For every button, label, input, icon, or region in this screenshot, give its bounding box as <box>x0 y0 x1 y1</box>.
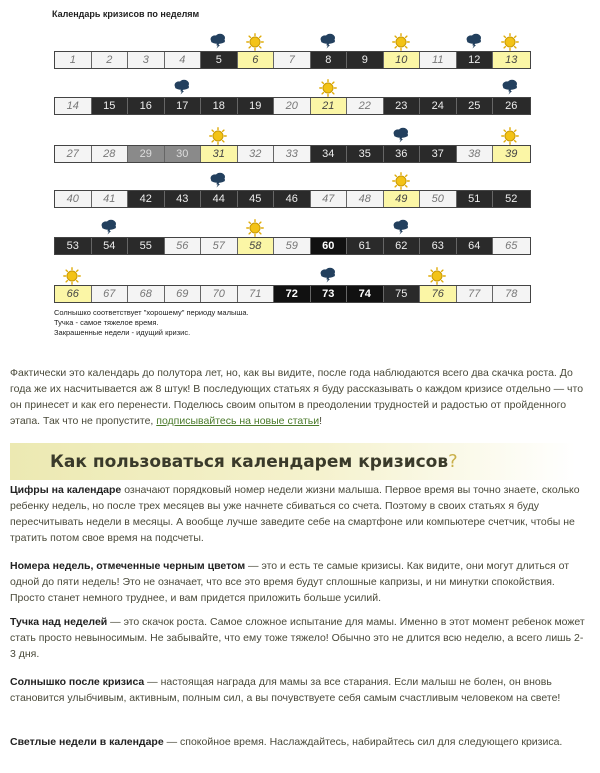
week-cell-7: 7 <box>274 52 311 68</box>
week-cell-28: 28 <box>92 146 129 162</box>
week-cell-26: 26 <box>493 98 530 114</box>
week-cell-3: 3 <box>128 52 165 68</box>
week-cell-29: 29 <box>128 146 165 162</box>
week-cell-13: 13 <box>493 52 530 68</box>
week-cell-58: 58 <box>238 238 275 254</box>
week-cell-48: 48 <box>347 191 384 207</box>
sun-icon <box>319 79 335 93</box>
week-cell-21: 21 <box>311 98 348 114</box>
week-cell-37: 37 <box>420 146 457 162</box>
storm-cloud-icon <box>465 33 481 47</box>
week-cell-2: 2 <box>92 52 129 68</box>
week-cell-41: 41 <box>92 191 129 207</box>
intro-paragraph <box>10 365 586 429</box>
storm-cloud-icon <box>100 219 116 233</box>
week-cell-49: 49 <box>384 191 421 207</box>
week-cell-8: 8 <box>311 52 348 68</box>
week-cell-39: 39 <box>493 146 530 162</box>
paragraph-black-weeks <box>10 558 586 606</box>
week-cell-57: 57 <box>201 238 238 254</box>
sun-icon <box>392 33 408 47</box>
question-mark: ? <box>448 451 458 472</box>
paragraph-numbers <box>10 482 586 546</box>
week-cell-61: 61 <box>347 238 384 254</box>
week-cell-24: 24 <box>420 98 457 114</box>
paragraph-cloud-bold: Тучка над неделей <box>10 616 108 628</box>
week-cell-35: 35 <box>347 146 384 162</box>
calendar-row <box>54 237 531 255</box>
paragraph-numbers-bold: Цифры на календаре <box>10 484 122 496</box>
calendar-row <box>54 190 531 208</box>
week-cell-47: 47 <box>311 191 348 207</box>
week-cell-4: 4 <box>165 52 202 68</box>
storm-cloud-icon <box>209 33 225 47</box>
calendar-row <box>54 285 531 303</box>
week-cell-9: 9 <box>347 52 384 68</box>
storm-cloud-icon <box>392 127 408 141</box>
week-cell-75: 75 <box>384 286 421 302</box>
week-cell-16: 16 <box>128 98 165 114</box>
paragraph-numbers-text: означают порядковый номер недели жизни малыша. Первое время вы точно знаете, сколько ребенку недель, но после трех месяцев вы уже начнете сбиваться со счета. Поэтому в своих статьях я буду пересчитывать недели в месяцы. А вообще лучше заведите себе на смартфоне или компьютере счетчик, чтобы не тратить потом свое время на подсчеты. <box>10 484 580 544</box>
week-cell-46: 46 <box>274 191 311 207</box>
paragraph-black-weeks-text: — это и есть те самые кризисы. Как видите, они могут длиться от одной до пяти недель! Это не означает, что все это время будут сплошные капризы, и ни минутки спокойствия. Просто станет немного труднее, и вам придется приложить больше усилий. <box>10 560 570 604</box>
calendar-row <box>54 97 531 115</box>
week-cell-73: 73 <box>311 286 348 302</box>
week-cell-69: 69 <box>165 286 202 302</box>
paragraph-cloud <box>10 614 586 662</box>
subscribe-link[interactable]: подписывайтесь на новые статьи <box>156 415 320 427</box>
week-cell-50: 50 <box>420 191 457 207</box>
week-cell-31: 31 <box>201 146 238 162</box>
week-cell-34: 34 <box>311 146 348 162</box>
storm-cloud-icon <box>392 219 408 233</box>
week-cell-18: 18 <box>201 98 238 114</box>
week-cell-77: 77 <box>457 286 494 302</box>
calendar-legend <box>54 308 249 338</box>
sun-icon <box>63 267 79 281</box>
week-cell-66: 66 <box>55 286 92 302</box>
calendar-row <box>54 145 531 163</box>
week-cell-38: 38 <box>457 146 494 162</box>
week-cell-64: 64 <box>457 238 494 254</box>
paragraph-sun-text: — настоящая награда для мамы за все старания. Если малыш не болен, он вновь становится улыбчивым, активным, полным сил, а вы почувствуете себя самым счастливым человеком на свете! <box>10 676 561 704</box>
week-cell-68: 68 <box>128 286 165 302</box>
paragraph-sun <box>10 674 586 706</box>
week-cell-40: 40 <box>55 191 92 207</box>
section-title: Как пользоваться календарем кризисов? <box>50 451 458 472</box>
sun-icon <box>209 127 225 141</box>
paragraph-light-weeks-text: — спокойное время. Наслаждайтесь, набирайтесь сил для следующего кризиса. <box>163 736 563 748</box>
week-cell-36: 36 <box>384 146 421 162</box>
week-cell-30: 30 <box>165 146 202 162</box>
week-cell-59: 59 <box>274 238 311 254</box>
week-cell-44: 44 <box>201 191 238 207</box>
calendar-row <box>54 51 531 69</box>
paragraph-light-weeks <box>10 734 586 750</box>
week-cell-60: 60 <box>311 238 348 254</box>
week-cell-51: 51 <box>457 191 494 207</box>
intro-tail: ! <box>319 415 323 427</box>
sun-icon <box>501 127 517 141</box>
week-cell-74: 74 <box>347 286 384 302</box>
week-cell-23: 23 <box>384 98 421 114</box>
week-cell-65: 65 <box>493 238 530 254</box>
sun-icon <box>392 172 408 186</box>
section-banner <box>10 443 576 480</box>
week-cell-5: 5 <box>201 52 238 68</box>
paragraph-black-weeks-bold: Номера недель, отмеченные черным цветом <box>10 560 246 572</box>
week-cell-14: 14 <box>55 98 92 114</box>
week-cell-42: 42 <box>128 191 165 207</box>
week-cell-20: 20 <box>274 98 311 114</box>
week-cell-15: 15 <box>92 98 129 114</box>
sun-icon <box>501 33 517 47</box>
week-cell-70: 70 <box>201 286 238 302</box>
crisis-calendar <box>0 0 600 320</box>
week-cell-43: 43 <box>165 191 202 207</box>
week-cell-27: 27 <box>55 146 92 162</box>
week-cell-72: 72 <box>274 286 311 302</box>
week-cell-25: 25 <box>457 98 494 114</box>
week-cell-12: 12 <box>457 52 494 68</box>
week-cell-63: 63 <box>420 238 457 254</box>
week-cell-52: 52 <box>493 191 530 207</box>
week-cell-19: 19 <box>238 98 275 114</box>
week-cell-55: 55 <box>128 238 165 254</box>
week-cell-45: 45 <box>238 191 275 207</box>
week-cell-33: 33 <box>274 146 311 162</box>
sun-icon <box>246 219 262 233</box>
week-cell-6: 6 <box>238 52 275 68</box>
legend-sun: Солнышко соответствует "хорошему" периоду малыша. <box>54 308 249 317</box>
paragraph-cloud-text: — это скачок роста. Самое сложное испытание для мамы. Именно в этот момент ребенок может стать просто невыносимым. Не забывайте, что ему тоже тяжело! Обычно это не длится всю неделю, а всего лишь 2-3 дня. <box>10 616 585 660</box>
week-cell-62: 62 <box>384 238 421 254</box>
sun-icon <box>428 267 444 281</box>
week-cell-54: 54 <box>92 238 129 254</box>
week-cell-53: 53 <box>55 238 92 254</box>
week-cell-1: 1 <box>55 52 92 68</box>
storm-cloud-icon <box>209 172 225 186</box>
week-cell-71: 71 <box>238 286 275 302</box>
week-cell-17: 17 <box>165 98 202 114</box>
sun-icon <box>246 33 262 47</box>
week-cell-76: 76 <box>420 286 457 302</box>
week-cell-11: 11 <box>420 52 457 68</box>
week-cell-10: 10 <box>384 52 421 68</box>
week-cell-56: 56 <box>165 238 202 254</box>
week-cell-78: 78 <box>493 286 530 302</box>
week-cell-32: 32 <box>238 146 275 162</box>
storm-cloud-icon <box>173 79 189 93</box>
storm-cloud-icon <box>319 33 335 47</box>
storm-cloud-icon <box>501 79 517 93</box>
week-cell-22: 22 <box>347 98 384 114</box>
paragraph-sun-bold: Солнышко после кризиса <box>10 676 145 688</box>
paragraph-light-weeks-bold: Светлые недели в календаре <box>10 736 164 748</box>
legend-shaded: Закрашенные недели - идущий кризис. <box>54 328 191 337</box>
legend-cloud: Тучка - самое тяжелое время. <box>54 318 159 327</box>
intro-text: Фактически это календарь до полутора лет, но, как вы видите, после года наблюдаются всего два скачка роста. До года же их насчитывается аж 8 штук! В последующих статьях я буду рассказывать о каждом кризисе отдельно — что он принесет и как его перенести. Поделюсь своим опытом в преодолении трудностей и радостью от пройденного этапа. Так что не пропустите, <box>10 367 584 427</box>
calendar-title: Календарь кризисов по неделям <box>52 9 200 19</box>
storm-cloud-icon <box>319 267 335 281</box>
week-cell-67: 67 <box>92 286 129 302</box>
